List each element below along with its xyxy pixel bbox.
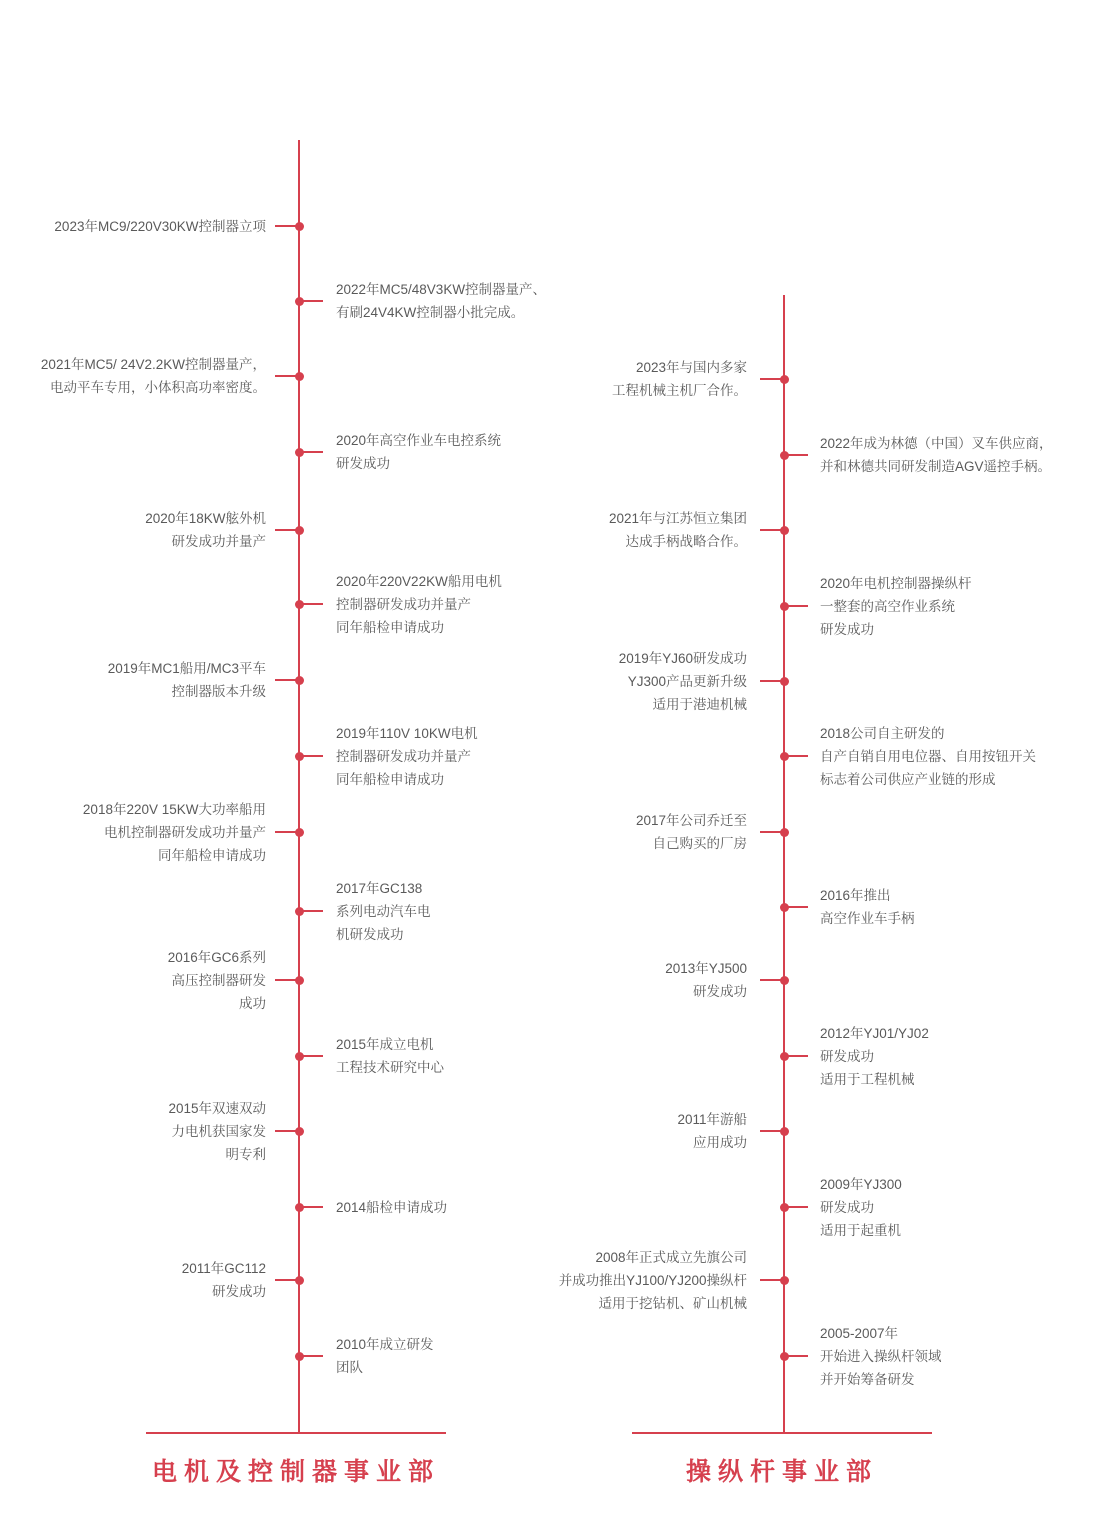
event-dot: [780, 451, 789, 460]
event-label: 2019年110V 10KW电机 控制器研发成功并量产 同年船检申请成功: [336, 725, 478, 787]
event-label: 2009年YJ300 研发成功 适用于起重机: [820, 1176, 902, 1238]
event-label: 2023年MC9/220V30KW控制器立项: [54, 218, 266, 234]
event-dot: [780, 976, 789, 985]
event-label: 2021年与江苏恒立集团 达成手柄战略合作。: [608, 511, 747, 549]
timeline-axis: [783, 295, 785, 1432]
event-connector: [786, 454, 808, 456]
event-label: 2005-2007年 开始进入操纵杆领域 并开始筹备研发: [820, 1325, 942, 1387]
event-connector: [760, 680, 782, 682]
event-label: 2021年MC5/ 24V2.2KW控制器量产， 电动平车专用，小体积高功率密度。: [40, 357, 266, 395]
event-dot: [780, 1052, 789, 1061]
event-connector: [760, 831, 782, 833]
event-dot: [780, 375, 789, 384]
department-title: 电机及控制器事业部: [151, 1457, 440, 1486]
event-label: 2017年公司乔迁至 自己购买的厂房: [635, 813, 747, 851]
event-label: 2016年GC6系列 高压控制器研发 成功: [167, 949, 266, 1011]
event-dot: [780, 752, 789, 761]
event-dot: [780, 1127, 789, 1136]
event-label: 2023年与国内多家 工程机械主机厂合作。: [612, 360, 747, 398]
event-dot: [780, 602, 789, 611]
event-connector: [786, 906, 808, 908]
event-label: 2017年GC138 系列电动汽车电 机研发成功: [336, 880, 431, 942]
event-dot: [780, 526, 789, 535]
event-connector: [786, 1355, 808, 1357]
event-label: 2019年YJ60研发成功 YJ300产品更新升级 适用于港迪机械: [618, 650, 747, 712]
event-connector: [786, 1055, 808, 1057]
event-label: 2011年GC112 研发成功: [181, 1261, 266, 1299]
department-title: 操纵杆事业部: [685, 1457, 878, 1486]
event-label: 2018年220V 15KW大功率船用 电机控制器研发成功并量产 同年船检申请成功: [82, 801, 266, 863]
event-label: 2011年游船 应用成功: [677, 1112, 747, 1150]
event-label: 2022年MC5/48V3KW控制器量产、 有刷24V4KW控制器小批完成。: [336, 282, 547, 320]
event-label: 2015年双速双动 力电机获国家发 明专利: [168, 1100, 266, 1162]
event-connector: [786, 1206, 808, 1208]
event-dot: [780, 1276, 789, 1285]
event-dot: [780, 828, 789, 837]
event-label: 2008年正式成立先旗公司 并成功推出YJ100/YJ200操纵杆 适用于挖钻机、矿山机械: [558, 1249, 747, 1311]
event-connector: [760, 979, 782, 981]
event-label: 2015年成立电机 工程技术研究中心: [336, 1037, 444, 1075]
event-label: 2019年MC1船用/MC3平车 控制器版本升级: [107, 661, 266, 699]
event-label: 2016年推出 高空作业车手柄: [820, 888, 915, 926]
event-label: 2018公司自主研发的 自产自销自用电位器、自用按钮开关 标志着公司供应产业链的形成: [820, 725, 1036, 787]
event-label: 2012年YJ01/YJ02 研发成功 适用于工程机械: [820, 1025, 929, 1087]
event-label: 2010年成立研发 团队: [336, 1337, 434, 1375]
event-dot: [780, 1203, 789, 1212]
event-connector: [760, 529, 782, 531]
timeline-baseline: [632, 1432, 932, 1434]
event-label: 2014船检申请成功: [336, 1199, 448, 1215]
event-label: 2020年高空作业车电控系统 研发成功: [336, 433, 502, 471]
event-connector: [760, 1130, 782, 1132]
event-label: 2013年YJ500 研发成功: [665, 961, 747, 999]
event-label: 2020年220V22KW船用电机 控制器研发成功并量产 同年船检申请成功: [336, 573, 502, 635]
event-dot: [780, 903, 789, 912]
event-connector: [786, 755, 808, 757]
event-label: 2020年电机控制器操纵杆 一整套的高空作业系统 研发成功: [820, 575, 972, 637]
event-connector: [760, 1279, 782, 1281]
event-connector: [760, 378, 782, 380]
event-connector: [786, 605, 808, 607]
event-dot: [780, 677, 789, 686]
event-dot: [780, 1352, 789, 1361]
event-label: 2020年18KW舷外机 研发成功并量产: [145, 511, 266, 549]
event-label: 2022年成为林德（中国）叉车供应商， 并和林德共同研发制造AGV遥控手柄。: [820, 436, 1053, 474]
